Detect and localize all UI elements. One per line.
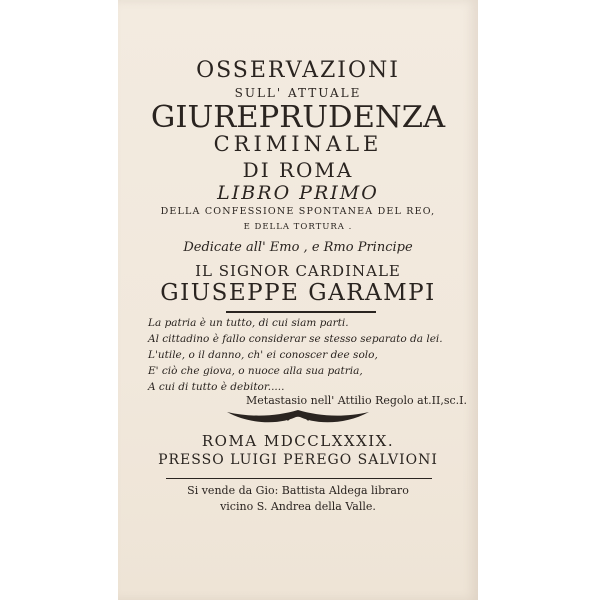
title-sull-attuale: SULL' ATTUALE <box>234 86 362 100</box>
title-observations: OSSERVAZIONI <box>196 58 400 83</box>
title-criminale: CRIMINALE <box>213 132 383 156</box>
title-giureprudenza: GIUREPRUDENZA <box>150 100 446 135</box>
imprint-place-year: ROMA MDCCLXXXIX. <box>201 432 395 450</box>
title-divider <box>226 311 376 313</box>
epigraph-line: L'utile, o il danno, ch' ei conoscer dee solo, <box>148 349 378 361</box>
title-di-roma: DI ROMA <box>242 158 354 182</box>
printers-ornament-icon <box>223 404 373 426</box>
dedication-line: Dedicate all' Emo , e Rmo Principe <box>183 240 413 255</box>
epigraph-line: Al cittadino è fallo considerar se stesso separato da lei. <box>148 333 443 345</box>
subtitle-confessione: DELLA CONFESSIONE SPONTANEA DEL REO, <box>160 206 436 217</box>
dedicatee-name: GIUSEPPE GARAMPI <box>160 280 436 306</box>
epigraph-line: A cui di tutto è debitor..... <box>148 381 285 393</box>
seller-address: vicino S. Andrea della Valle. <box>220 500 376 513</box>
epigraph-attribution: Metastasio nell' Attilio Regolo at.II,sc.I. <box>246 394 467 407</box>
dedication-cardinale: IL SIGNOR CARDINALE <box>195 262 401 280</box>
epigraph-line: E' ciò che giova, o nuoce alla sua patria, <box>148 365 363 377</box>
seller-line: Si vende da Gio: Battista Aldega libraro <box>187 484 409 497</box>
imprint-printer: PRESSO LUIGI PEREGO SALVIONI <box>158 452 438 468</box>
imprint-divider <box>166 478 432 479</box>
title-libro-primo: LIBRO PRIMO <box>217 182 379 204</box>
title-page <box>118 0 478 600</box>
subtitle-tortura: E DELLA TORTURA . <box>243 222 353 232</box>
epigraph-line: La patria è un tutto, di cui siam parti. <box>148 317 349 329</box>
